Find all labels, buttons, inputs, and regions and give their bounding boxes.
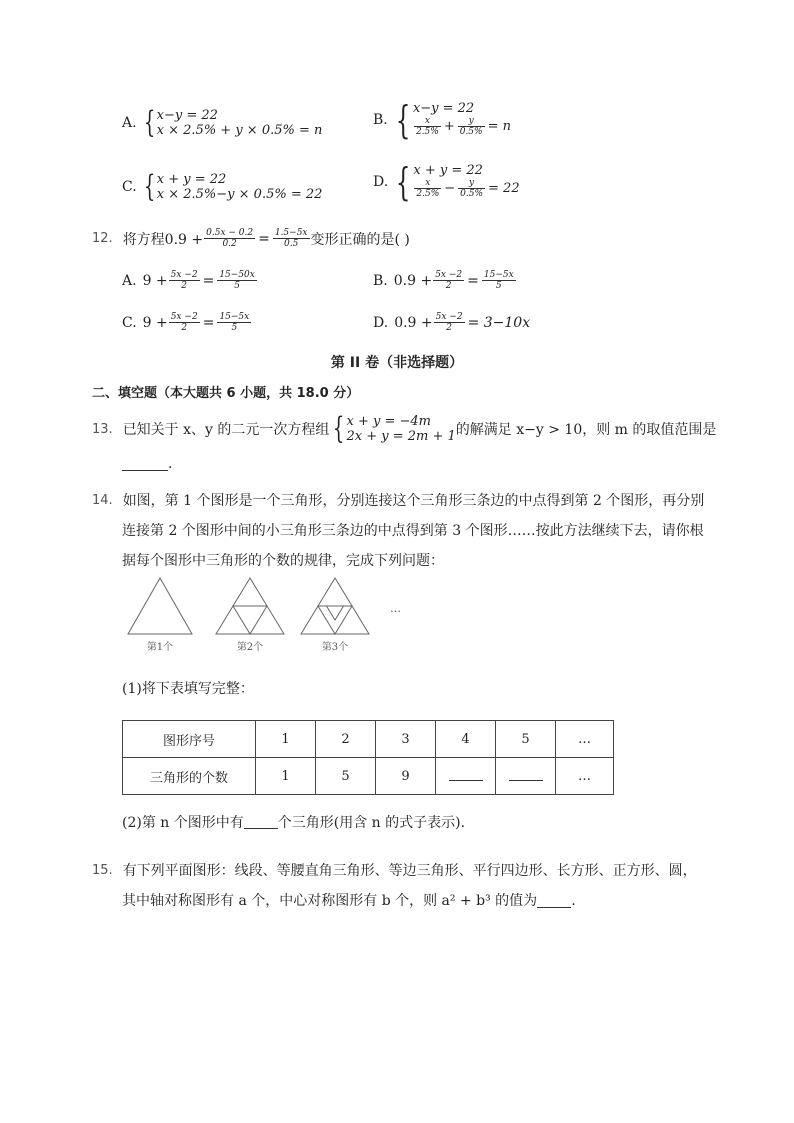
equation-line: x−y = 22	[156, 108, 218, 123]
table-cell: 5	[496, 721, 556, 758]
stem-text: 个三角形(用含 n 的式子表示).	[277, 815, 466, 831]
table-cell: …	[556, 721, 614, 758]
brace-icon: {	[333, 411, 345, 446]
stem-line: 有下列平面图形：线段、等腰直角三角形、等边三角形、平行四边形、长方形、正方形、圆，	[122, 863, 697, 879]
punctuation: .	[168, 456, 173, 472]
q13-stem	[92, 411, 717, 446]
stem-line: 据每个图形中三角形的个数的规律，完成下列问题：	[122, 553, 444, 569]
brace-icon: {	[395, 97, 411, 142]
table-cell: 9	[376, 758, 436, 795]
expr-text: 0.9 +	[393, 272, 433, 289]
section-title: 第 II 卷（非选择题）	[330, 355, 464, 371]
fraction-numerator: y	[458, 116, 485, 127]
brace-icon: {	[396, 159, 411, 204]
triangle-figure-2	[216, 578, 284, 634]
equation-line: x + y = 22	[413, 163, 483, 178]
fraction-numerator: x	[414, 178, 441, 189]
option-label: B.	[373, 272, 388, 289]
stem-text: 变形正确的是( )	[310, 231, 410, 248]
triangle-figures	[120, 576, 420, 658]
figure-label: 第1个	[146, 642, 174, 653]
fraction-numerator: 5x −2	[435, 312, 463, 322]
option-label: C.	[122, 179, 137, 195]
option-label: A.	[122, 115, 137, 131]
equation-line: x + y = −4m	[346, 414, 431, 429]
figure-label: 第3个	[321, 642, 349, 653]
operator: =	[202, 272, 215, 289]
answer-blank[interactable]	[449, 768, 483, 781]
stem-text: (2)第 n 个图形中有	[122, 815, 244, 831]
fraction-denominator: 5	[495, 281, 502, 291]
fraction-numerator: y	[458, 178, 485, 189]
fraction-denominator: 5	[231, 323, 238, 333]
equation-system	[391, 159, 520, 204]
fraction-denominator: 0.5%	[460, 189, 484, 199]
punctuation: .	[571, 893, 576, 909]
option-label: B.	[373, 111, 388, 128]
fraction-denominator: 0.5%	[459, 127, 483, 137]
question-number: 12.	[92, 231, 113, 246]
expr-text: 9 +	[142, 314, 168, 331]
stem-text: 的解满足 x−y > 10，则 m 的取值范围是	[455, 422, 717, 438]
q12-option-d	[373, 312, 530, 333]
equation-line: x × 2.5%−y × 0.5% = 22	[156, 187, 323, 202]
equation-system	[391, 97, 511, 142]
operator: +	[443, 118, 455, 134]
answer-blank[interactable]	[537, 895, 571, 908]
table-row	[123, 721, 614, 758]
q11-option-c	[122, 169, 323, 204]
table-cell-blank[interactable]	[436, 758, 496, 795]
q11-option-a	[122, 105, 323, 140]
question-number: 15.	[92, 863, 113, 878]
q14-table	[122, 720, 614, 795]
equation-line: x + y = 22	[156, 172, 227, 187]
q14-stem	[92, 486, 704, 576]
section-heading: 二、填空题（本大题共 6 小题，共 18.0 分）	[92, 386, 360, 401]
question-number: 13.	[92, 421, 113, 437]
table-row	[123, 758, 614, 795]
fraction-numerator: 5x −2	[170, 270, 198, 280]
expr-text: 0.9 +	[394, 314, 433, 331]
table-cell: 3	[376, 721, 436, 758]
table-cell: 三角形的个数	[123, 758, 256, 795]
equation-line: x−y = 22	[412, 101, 475, 116]
option-label: A.	[122, 272, 137, 289]
operator: −	[444, 180, 456, 196]
answer-blank[interactable]	[122, 458, 168, 471]
fraction-numerator: 15−50x	[219, 270, 255, 280]
operator: =	[258, 230, 270, 247]
fraction-denominator: 2	[446, 323, 452, 333]
operator: =	[202, 314, 215, 331]
fraction-denominator: 2	[181, 323, 188, 333]
fraction-denominator: 2	[181, 281, 187, 291]
fraction-numerator: 15−5x	[483, 270, 514, 280]
option-label: D.	[373, 314, 389, 331]
equation-system	[329, 411, 456, 446]
table-cell: 4	[436, 721, 496, 758]
equation-line: x × 2.5% + y × 0.5% = n	[156, 123, 323, 138]
equation-rhs: = 3−10x	[467, 314, 531, 331]
table-cell-blank[interactable]	[496, 758, 556, 795]
fraction-numerator: 5x −2	[435, 270, 463, 280]
equation-rhs: = 22	[488, 180, 520, 196]
brace-icon: {	[143, 169, 155, 204]
fraction-numerator: x	[414, 116, 441, 127]
equation-rhs: = n	[487, 118, 511, 134]
fraction-denominator: 5	[234, 281, 240, 291]
equation-system	[140, 105, 323, 140]
equation-line: 2x + y = 2m + 1	[346, 429, 456, 444]
table-cell: …	[556, 758, 614, 795]
fraction-numerator: 5x −2	[170, 312, 198, 322]
triangle-figure-1	[128, 578, 192, 634]
triangle-figure-3	[301, 578, 369, 634]
stem-line: 连接第 2 个图形中间的小三角形三条边的中点得到第 3 个图形……按此方法继续下去，请你根	[122, 523, 704, 539]
expr-text: 9 +	[142, 272, 168, 289]
equation-system	[140, 169, 323, 204]
answer-blank[interactable]	[244, 816, 278, 829]
q13-answer-line	[122, 456, 172, 472]
stem-line: 其中轴对称图形有 a 个，中心对称图形有 b 个，则 a² + b³ 的值为	[122, 893, 538, 909]
q14-sub2	[122, 812, 465, 832]
q11-option-d	[373, 159, 520, 204]
q12-option-c	[122, 312, 252, 333]
q15-stem	[92, 856, 697, 916]
brace-icon: {	[143, 105, 155, 140]
question-number: 14.	[92, 493, 113, 508]
operator: =	[467, 272, 479, 289]
fraction-numerator: 0.5x − 0.2	[206, 228, 254, 238]
option-label: D.	[373, 173, 389, 190]
fraction-denominator: 0.2	[222, 239, 237, 249]
fraction-numerator: 1.5−5x	[274, 228, 308, 238]
stem-line: 如图，第 1 个图形是一个三角形，分别连接这个三角形三条边的中点得到第 2 个图形，再分别	[122, 493, 705, 509]
answer-blank[interactable]	[509, 768, 543, 781]
table-cell: 2	[316, 721, 376, 758]
q14-sub1: (1)将下表填写完整：	[122, 681, 254, 697]
fraction-denominator: 0.5	[284, 239, 299, 249]
stem-text: 将方程0.9 +	[122, 231, 204, 248]
q11-option-b	[373, 97, 511, 142]
table-cell: 1	[256, 721, 316, 758]
q12-option-a	[122, 270, 258, 291]
table-cell: 1	[256, 758, 316, 795]
option-label: C.	[122, 314, 137, 331]
fraction-denominator: 2.5%	[416, 189, 440, 199]
q12-stem	[92, 228, 410, 249]
fraction-numerator: 15−5x	[219, 312, 250, 322]
stem-text: 已知关于 x、y 的二元一次方程组	[122, 422, 330, 438]
ellipsis: …	[390, 602, 401, 615]
q12-option-b	[373, 270, 517, 291]
fraction-denominator: 2.5%	[415, 127, 439, 137]
table-cell: 5	[316, 758, 376, 795]
table-cell: 图形序号	[123, 721, 256, 758]
figure-label: 第2个	[236, 642, 264, 653]
fraction-denominator: 2	[445, 281, 452, 291]
